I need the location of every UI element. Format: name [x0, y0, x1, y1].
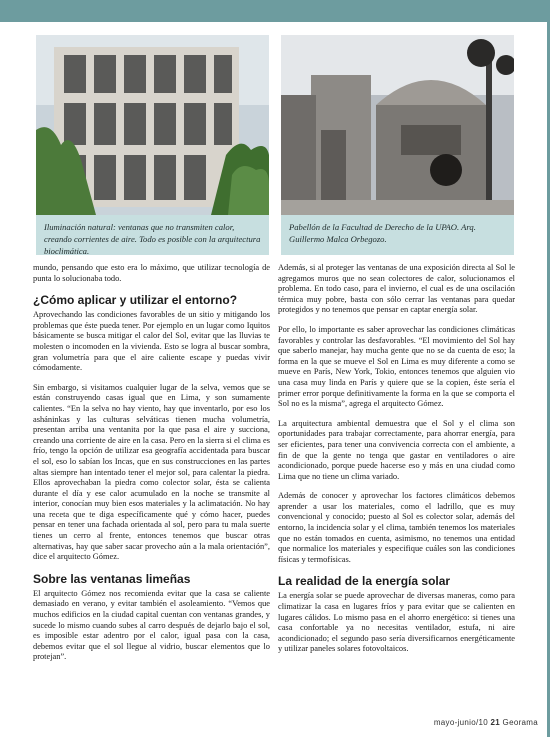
- left-column: [33, 263, 270, 672]
- right-paragraph-5: La energía solar se puede aprovechar de diversas maneras, como para climatizar la casa en lugares fríos y para evitar que se calienten en lugares cálidos. Lo mismo pasa en el ahorro energético: si tienes una casa confortable ya no necesitas ventilador, estufa, ni aire acondicionado; el segundo paso sería diversificarnos energéticamente y utilizar paneles solares fotovoltaicos.: [278, 591, 515, 654]
- photo-upao-pavilion: [281, 35, 514, 215]
- page-footer: [434, 718, 538, 727]
- right-paragraph-4: Además de conocer y aprovechar los factores climáticos debemos aprender a usar los materiales, como el ladrillo, que es muy convencional y conocido; puesto al Sol es colector solar, además del entorno, la incidencia solar y el clima, también tenemos los materiales que no están tomados en cuenta, asimismo, no tenemos una entidad que normalice los materiales y especifique cuáles son las condiciones físicas y termofísicas.: [278, 491, 515, 564]
- section-heading-ventanas: Sobre las ventanas limeñas: [33, 571, 191, 586]
- section-heading-energia-solar: La realidad de la energía solar: [278, 574, 451, 589]
- caption-left-text: Iluminación natural: ventanas que no transmiten calor, creando corrientes de aire. Todo es posible con la arquitectura bioclimática.: [44, 222, 261, 256]
- photo-building-windows: [36, 35, 269, 215]
- left-paragraph-1: Aprovechando las condiciones favorables de un sitio y mitigando los problemas que éste pueda tener. Por ejemplo en un lugar como Iquitos básicamente se busca mitigar el calor del Sol, evitar que las lluvias te molesten o incomoden en la vivienda. Esto se logra al buscar sombra, gran volumetría para que el aire caliente escape y puedas vivir cómodamente.: [33, 310, 270, 373]
- caption-right-text: Pabellón de la Facultad de Derecho de la UPAO. Arq. Guillermo Malca Orbegozo.: [289, 222, 476, 244]
- footer-magazine-name: Georama: [502, 718, 538, 727]
- right-paragraph-1: Además, si al proteger las ventanas de una exposición directa al Sol le agregamos muros que no sean colectores de calor, solucionamos el problema. En todo caso, para el invierno, el cual es de una oscilación térmica muy pobre, basta con sólo cerrar las ventanas para quedar protegidos y no tenemos que pensar en captar energía solar.: [278, 263, 515, 315]
- footer-issue: mayo-junio/10: [433, 718, 488, 727]
- left-paragraph-2: Sin embargo, si visitamos cualquier lugar de la selva, vemos que se están construyendo casas igual que en Lima, y son sumamente calientes. “En la selva no hay viento, hay que inventarlo, por eso los asháninkas y las culturas selváticas tienen mucha volumetría, presentan arriba una ventanita por la que pasa el aire y succiona, creando una corriente de aire en la casa. Pero en la sierra si el clima es frío, tengo la opción de utilizar esa geografía accidentada para buscar el sol, eso lo sabían los Incas, que en sus construcciones en las partes altas siempre han intentado tener el mejor sol, para calentar la piedra. Ellos aprovechaban la piedra como colector solar, ésta se calienta durante el día y ese calor acumulado en la noche se transmite al interior, conocían muy bien esos materiales y la aclimatación. No hay una receta que te diga específicamente qué y cómo hacer, puedes pensar en tener una fachada orientada al sol, pero para tu mala suerte tienes un cerro al frente, entonces tenemos que buscar otras alternativas, hay que saber sacar provecho aún a la mala orientación”, dice el arquitecto Gómez.: [33, 382, 270, 562]
- caption-right: [281, 215, 514, 255]
- left-paragraph-3: El arquitecto Gómez nos recomienda evitar que la casa se caliente demasiado en verano, y evitar también el asoleamiento. “Vemos que muchos edificios en la ciudad capital cuentan con ventanas grandes, y sucede lo mismo cuando subes al carro después de dejarlo bajo el sol, es imposible estar adentro por el calor, igual pasa con la casa, debemos evitar que el sol llegue al vidrio, buscar elementos que lo protejan”.: [33, 588, 270, 662]
- right-paragraph-3: La arquitectura ambiental demuestra que el Sol y el clima son oportunidades para trabajar correctamente, para ahorrar energía, para ser eficientes, para tener una convivencia correcta con el ambiente, a fin de que la gente no tenga que gastar en ventiladores o aire acondicionado, porque puede hacerse eso y más en una ciudad como Lima que no tiene un clima variado.: [278, 418, 515, 481]
- section-heading-entorno: ¿Cómo aplicar y utilizar el entorno?: [33, 293, 238, 308]
- right-column: [278, 263, 515, 664]
- top-color-bar: [0, 0, 550, 22]
- left-intro-paragraph: mundo, pensando que esto era lo máximo, que utilizar tecnología de punta lo solucionaba todo.: [33, 263, 270, 283]
- right-paragraph-2: Por ello, lo importante es saber aprovechar las condiciones climáticas favorables y controlar las desfavorables. “El movimiento del Sol hay que saberlo manejar, hay mucha gente que no se da cuenta de eso; la forma en la que se mueve el Sol en Lima es muy diferente a como se mueve en París, New York, Tokio, entonces tenemos que alguien vio una casa muy linda en París y quiere que se la copien, éste sería el primer error porque definitivamente la forma en la que se comporta el Sol no es la misma”, agrega el arquitecto Gómez.: [278, 324, 515, 409]
- footer-page-number: 21: [490, 718, 501, 727]
- caption-left: [36, 215, 269, 255]
